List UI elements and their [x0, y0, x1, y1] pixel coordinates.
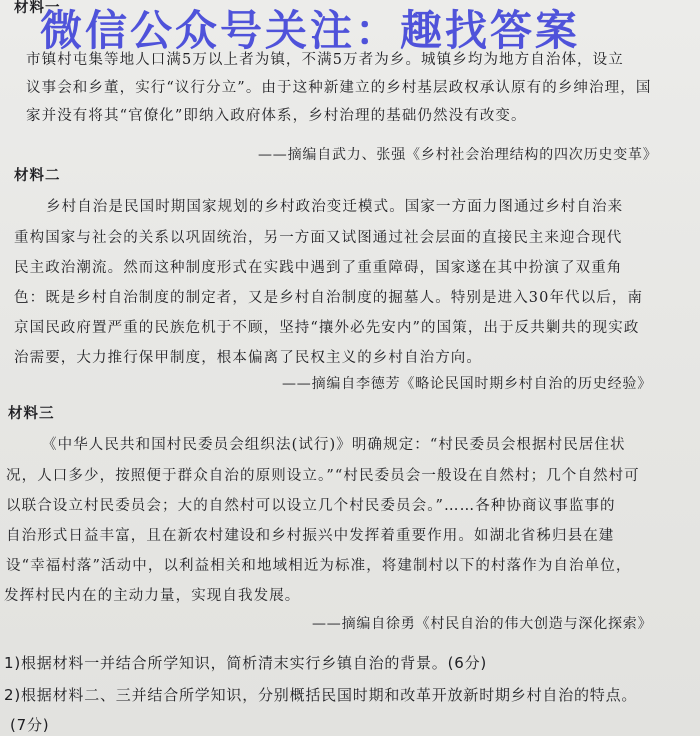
- question-2: 2)根据材料二、三并结合所学知识，分别概括民国时期和改革开放新时期乡村自治的特点。: [4, 686, 638, 704]
- material2-line-5: 京国民政府置严重的民族危机于不顾，坚持“攘外必先安内”的国策，出于反共剿共的现实政: [14, 320, 640, 336]
- material2-line-6: 治需要，大力推行保甲制度，根本偏离了民权主义的乡村自治方向。: [14, 350, 482, 366]
- material3-line-5: 设“幸福村落”活动中，以利益相关和地域相近为标准，将建制村以下的村落作为自治单位，: [6, 558, 632, 574]
- material2-line-2: 重构国家与社会的关系以巩固统治，另一方面又试图通过社会层面的直接民主来迎合现代: [14, 230, 623, 246]
- material3-line-3: 以联合设立村民委员会；大的自然村可以设立几个村民委员会。”……各种协商议事监事的: [6, 498, 616, 514]
- material3-source: ——摘编自徐勇《村民自治的伟大创造与深化探索》: [312, 616, 653, 632]
- material1-line-3: 家并没有将其“官僚化”即纳入政府体系，乡村治理的基础仍然没有改变。: [26, 108, 527, 124]
- material3-line-6: 发挥村民内在的主动力量，实现自我发展。: [4, 588, 301, 604]
- material1-line-2: 议事会和乡董，实行“议行分立”。由于这种新建立的乡村基层政权承认原有的乡绅治理，国: [26, 80, 652, 96]
- material1-source: ——摘编自武力、张强《乡村社会治理结构的四次历史变革》: [258, 147, 658, 163]
- material2-line-4: 色：既是乡村自治制度的制定者，又是乡村自治制度的掘墓人。特别是进入30年代以后，南: [14, 290, 644, 306]
- material2-line-1: 乡村自治是民国时期国家规划的乡村政治变迁模式。国家一方面力图通过乡村自治来: [46, 199, 624, 215]
- material1-heading: 材料一: [14, 0, 61, 16]
- question-2-score: (7分): [10, 716, 50, 734]
- material1-line-1: 市镇村屯集等地人口满5万以上者为镇，不满5万者为乡。城镇乡均为地方自治体，设立: [26, 52, 624, 68]
- question-1: 1)根据材料一并结合所学知识，简析清末实行乡镇自治的背景。(6分): [4, 654, 488, 672]
- material3-heading: 材料三: [8, 406, 55, 422]
- material2-heading: 材料二: [14, 168, 61, 184]
- material2-source: ——摘编自李德芳《略论民国时期乡村自治的历史经验》: [282, 376, 652, 392]
- material2-line-3: 民主政治潮流。然而这种制度形式在实践中遇到了重重障碍，国家遂在其中扮演了双重角: [14, 260, 623, 276]
- material3-line-4: 自治形式日益丰富，且在新农村建设和乡村振兴中发挥着重要作用。如湖北省秭归县在建: [6, 528, 615, 544]
- watermark-text: 微信公众号关注：趣找答案: [40, 6, 581, 55]
- material3-line-2: 况，人口多少，按照便于群众自治的原则设立。”“村民委员会一般设在自然村；几个自然村可: [6, 468, 640, 484]
- material3-line-1: 《中华人民共和国村民委员会组织法(试行)》明确规定：“村民委员会根据村民居住状: [42, 437, 626, 453]
